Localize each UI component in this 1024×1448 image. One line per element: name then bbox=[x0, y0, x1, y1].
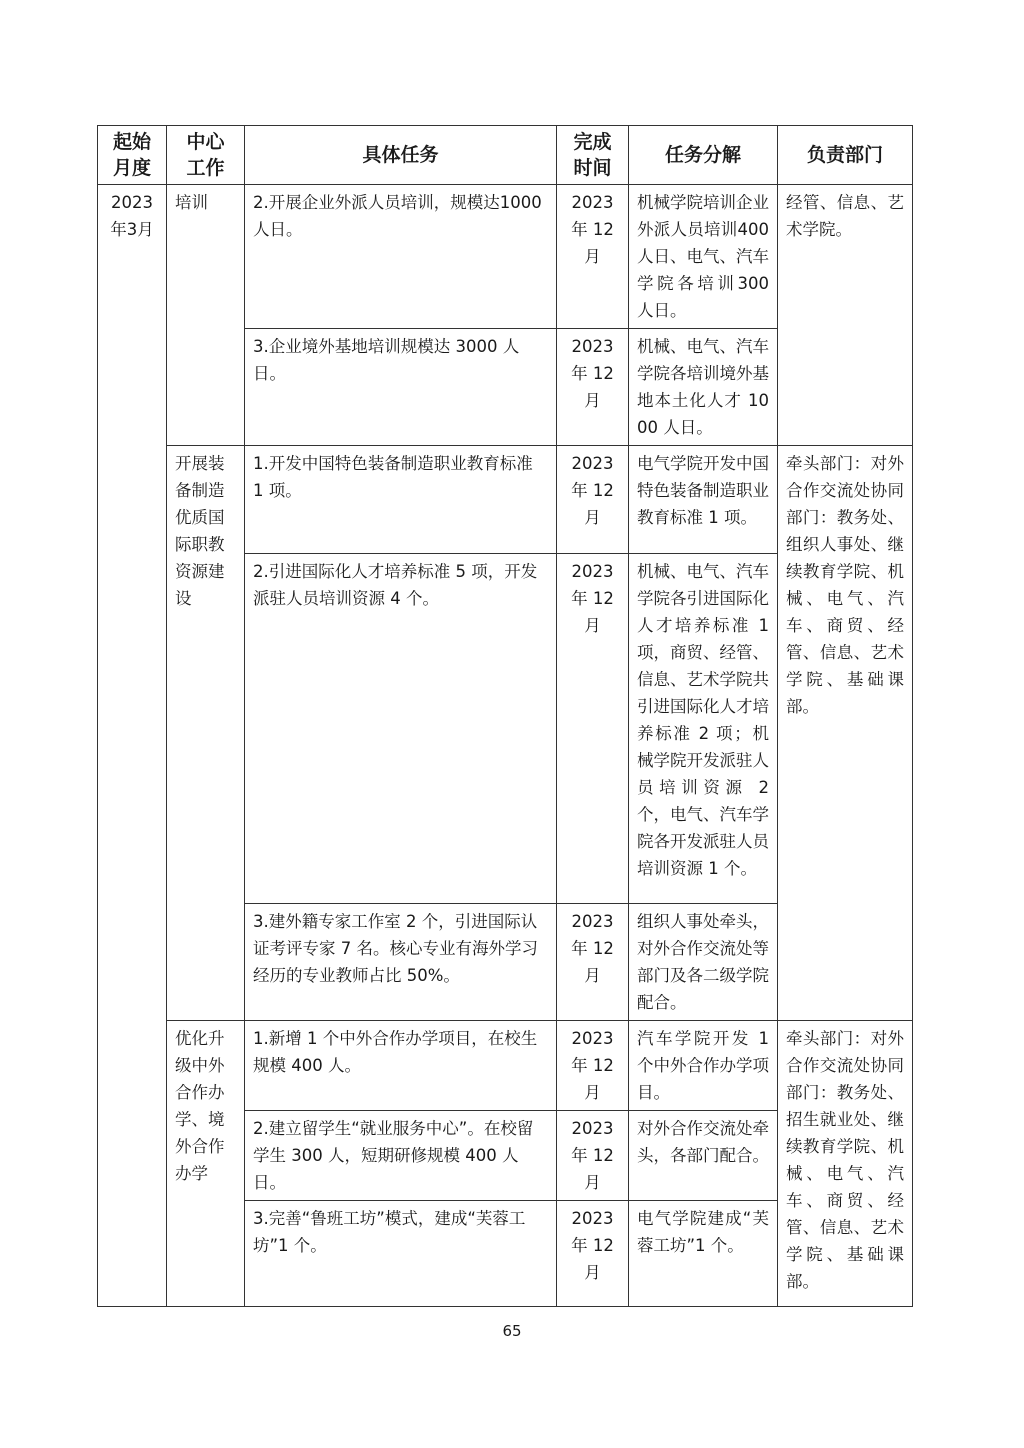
time-cell: 2023 年 12 月 bbox=[557, 1111, 629, 1201]
header-center-work: 中心 工作 bbox=[167, 126, 245, 185]
task-table bbox=[97, 125, 913, 1307]
header-breakdown: 任务分解 bbox=[629, 126, 778, 185]
time-cell: 2023 年 12 月 bbox=[557, 904, 629, 1021]
department-cell: 牵头部门：对外合作交流处协同部门：教务处、组织人事处、继续教育学院、机械、电气、汽车、商贸、经管、信息、艺术学院、基础课部。 bbox=[778, 446, 913, 1021]
breakdown-cell: 电气学院建成“芙蓉工坊”1 个。 bbox=[629, 1201, 778, 1307]
breakdown-cell: 机械学院培训企业外派人员培训400 人日、电气、汽车学院各培训300 人日。 bbox=[629, 185, 778, 329]
table-header-row bbox=[98, 126, 913, 185]
breakdown-cell: 汽车学院开发 1 个中外合作办学项目。 bbox=[629, 1021, 778, 1111]
start-month-cell bbox=[98, 185, 167, 1307]
time-cell: 2023 年 12 月 bbox=[557, 446, 629, 554]
breakdown-cell: 电气学院开发中国特色装备制造职业教育标准 1 项。 bbox=[629, 446, 778, 554]
breakdown-cell: 组织人事处牵头，对外合作交流处等部门及各二级学院配合。 bbox=[629, 904, 778, 1021]
center-work-cell: 培训 bbox=[167, 185, 245, 446]
header-department: 负责部门 bbox=[778, 126, 913, 185]
task-cell: 2.开展企业外派人员培训，规模达1000 人日。 bbox=[245, 185, 557, 329]
task-cell: 1.新增 1 个中外合作办学项目，在校生规模 400 人。 bbox=[245, 1021, 557, 1111]
page-number: 65 bbox=[502, 1322, 522, 1340]
table-row bbox=[98, 446, 913, 554]
task-cell: 2.引进国际化人才培养标准 5 项，开发派驻人员培训资源 4 个。 bbox=[245, 554, 557, 904]
task-cell: 3.完善“鲁班工坊”模式，建成“芙蓉工坊”1 个。 bbox=[245, 1201, 557, 1307]
department-cell: 牵头部门：对外合作交流处协同部门：教务处、招生就业处、继续教育学院、机械、电气、汽车、商贸、经管、信息、艺术学院、基础课部。 bbox=[778, 1021, 913, 1307]
time-cell: 2023 年 12 月 bbox=[557, 185, 629, 329]
table-row bbox=[98, 185, 913, 329]
time-cell: 2023 年 12 月 bbox=[557, 329, 629, 446]
breakdown-cell: 对外合作交流处牵头，各部门配合。 bbox=[629, 1111, 778, 1201]
table-row bbox=[98, 1021, 913, 1111]
header-task: 具体任务 bbox=[245, 126, 557, 185]
task-cell: 3.企业境外基地培训规模达 3000 人日。 bbox=[245, 329, 557, 446]
time-cell: 2023 年 12 月 bbox=[557, 1201, 629, 1307]
time-cell: 2023 年 12 月 bbox=[557, 554, 629, 904]
task-cell: 3.建外籍专家工作室 2 个，引进国际认证考评专家 7 名。核心专业有海外学习经历的专业教师占比 50%。 bbox=[245, 904, 557, 1021]
start-month-text: 2023年3月 bbox=[110, 193, 154, 239]
header-completion-time: 完成 时间 bbox=[557, 126, 629, 185]
breakdown-cell: 机械、电气、汽车学院各培训境外基地本土化人才 1000 人日。 bbox=[629, 329, 778, 446]
time-cell: 2023 年 12 月 bbox=[557, 1021, 629, 1111]
task-cell: 2.建立留学生“就业服务中心”。在校留学生 300 人，短期研修规模 400 人日。 bbox=[245, 1111, 557, 1201]
center-work-cell: 优化升级中外合作办学、境外合作办学 bbox=[167, 1021, 245, 1307]
department-cell: 经管、信息、艺术学院。 bbox=[778, 185, 913, 446]
center-work-cell: 开展装备制造优质国际职教资源建设 bbox=[167, 446, 245, 1021]
task-cell: 1.开发中国特色装备制造职业教育标准 1 项。 bbox=[245, 446, 557, 554]
header-start-month: 起始 月度 bbox=[98, 126, 167, 185]
breakdown-cell: 机械、电气、汽车学院各引进国际化人才培养标准 1 项，商贸、经管、信息、艺术学院共引进国际化人才培养标准 2 项；机械学院开发派驻人员培训资源 2 个，电气、汽车学院各开发派驻人员培训资源 1 个。 bbox=[629, 554, 778, 904]
